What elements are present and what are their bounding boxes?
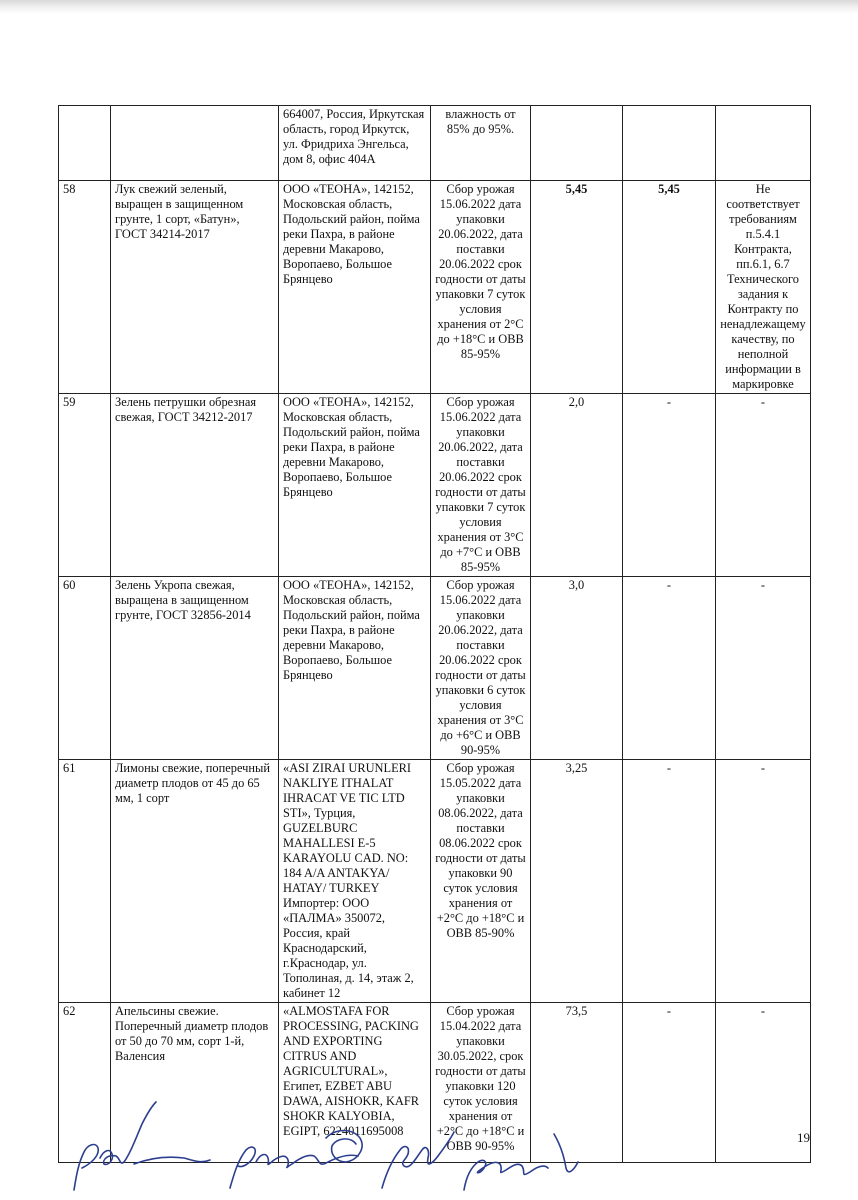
row-number: 59: [59, 394, 111, 577]
manufacturer: ООО «ТЕОНА», 142152, Московская область, Подольский район, пойма реки Пахра, в районе деревни Макарово, Воропаево, Большое Брянцево: [279, 181, 431, 394]
product-name: [111, 106, 279, 181]
storage-conditions: Сбор урожая 15.06.2022 дата упаковки 20.06.2022, дата поставки 20.06.2022 срок годности от даты упаковки 7 суток условия хранения от 3°С до +7°С и ОВВ 85-95%: [431, 394, 531, 577]
quantity-delivered: [531, 106, 623, 181]
handwritten-signatures: [60, 1098, 620, 1200]
storage-conditions: Сбор урожая 15.04.2022 дата упаковки 30.05.2022, срок годности от даты упаковки 120 суток условия хранения от +2°С до +18°С и ОВВ 90-95%: [431, 1003, 531, 1163]
note: -: [716, 1003, 811, 1163]
products-table: [58, 105, 811, 1163]
manufacturer: «ALMOSTAFA FOR PROCESSING, PACKING AND EXPORTING CITRUS AND AGRICULTURAL», Египет, EZBET ABU DAWA, AISHOKR, KAFR SHOKR KALYOBIA, EGIPT, 6224011695008: [279, 1003, 431, 1163]
quantity-rejected: -: [623, 1003, 716, 1163]
quantity-delivered: 2,0: [531, 394, 623, 577]
manufacturer: «ASI ZIRAI URUNLERI NAKLIYE ITHALAT IHRACAT VE TIC LTD STI», Турция, GUZELBURC MAHALLESI E-5 KARAYOLU CAD. NO: 184 A/A ANTAKYA/ HATAY/ TURKEY Импортер: ООО «ПАЛМА» 350072, Россия, край Краснодарский, г.Краснодар, ул. Тополиная, д. 14, этаж 2, кабинет 12: [279, 760, 431, 1003]
quantity-rejected: -: [623, 394, 716, 577]
product-name: Зелень петрушки обрезная свежая, ГОСТ 34212-2017: [111, 394, 279, 577]
row-number: 62: [59, 1003, 111, 1163]
storage-conditions: Сбор урожая 15.06.2022 дата упаковки 20.06.2022, дата поставки 20.06.2022 срок годности от даты упаковки 6 суток условия хранения от 3°С до +6°С и ОВВ 90-95%: [431, 577, 531, 760]
table-row: [59, 760, 811, 1003]
product-name: Апельсины свежие. Поперечный диаметр плодов от 50 до 70 мм, сорт 1-й, Валенсия: [111, 1003, 279, 1163]
row-number: 60: [59, 577, 111, 760]
storage-conditions: Сбор урожая 15.05.2022 дата упаковки 08.06.2022, дата поставки 08.06.2022 срок годности от даты упаковки 90 суток условия хранения от +2°С до +18°С и ОВВ 85-90%: [431, 760, 531, 1003]
note: Не соответствует требованиям п.5.4.1 Контракта, пп.6.1, 6.7 Технического задания к Контракту по ненадлежащему качеству, по неполной информации в маркировке: [716, 181, 811, 394]
row-number: 58: [59, 181, 111, 394]
storage-conditions: влажность от 85% до 95%.: [431, 106, 531, 181]
quantity-delivered: 3,25: [531, 760, 623, 1003]
note: [716, 106, 811, 181]
scan-top-edge: [0, 0, 858, 14]
manufacturer: ООО «ТЕОНА», 142152, Московская область, Подольский район, пойма реки Пахра, в районе деревни Макарово, Воропаево, Большое Брянцево: [279, 394, 431, 577]
page-number: 19: [797, 1130, 810, 1145]
note: -: [716, 394, 811, 577]
table-row: [59, 394, 811, 577]
quantity-rejected: 5,45: [623, 181, 716, 394]
product-name: Лук свежий зеленый, выращен в защищенном грунте, 1 сорт, «Батун», ГОСТ 34214-2017: [111, 181, 279, 394]
quantity-delivered: 5,45: [531, 181, 623, 394]
product-name: Зелень Укропа свежая, выращена в защищенном грунте, ГОСТ 32856-2014: [111, 577, 279, 760]
table-row: [59, 577, 811, 760]
product-name: Лимоны свежие, поперечный диаметр плодов от 45 до 65 мм, 1 сорт: [111, 760, 279, 1003]
note: -: [716, 760, 811, 1003]
quantity-delivered: 73,5: [531, 1003, 623, 1163]
note: -: [716, 577, 811, 760]
quantity-rejected: -: [623, 760, 716, 1003]
manufacturer: 664007, Россия, Иркутская область, город Иркутск, ул. Фридриха Энгельса, дом 8, офис 404А: [279, 106, 431, 181]
quantity-rejected: [623, 106, 716, 181]
table-row: [59, 106, 811, 181]
row-number: 61: [59, 760, 111, 1003]
table-row: [59, 181, 811, 394]
row-number: [59, 106, 111, 181]
storage-conditions: Сбор урожая 15.06.2022 дата упаковки 20.06.2022, дата поставки 20.06.2022 срок годности от даты упаковки 7 суток условия хранения от 2°С до +18°С и ОВВ 85-95%: [431, 181, 531, 394]
quantity-rejected: -: [623, 577, 716, 760]
quantity-delivered: 3,0: [531, 577, 623, 760]
manufacturer: ООО «ТЕОНА», 142152, Московская область, Подольский район, пойма реки Пахра, в районе деревни Макарово, Воропаево, Большое Брянцево: [279, 577, 431, 760]
